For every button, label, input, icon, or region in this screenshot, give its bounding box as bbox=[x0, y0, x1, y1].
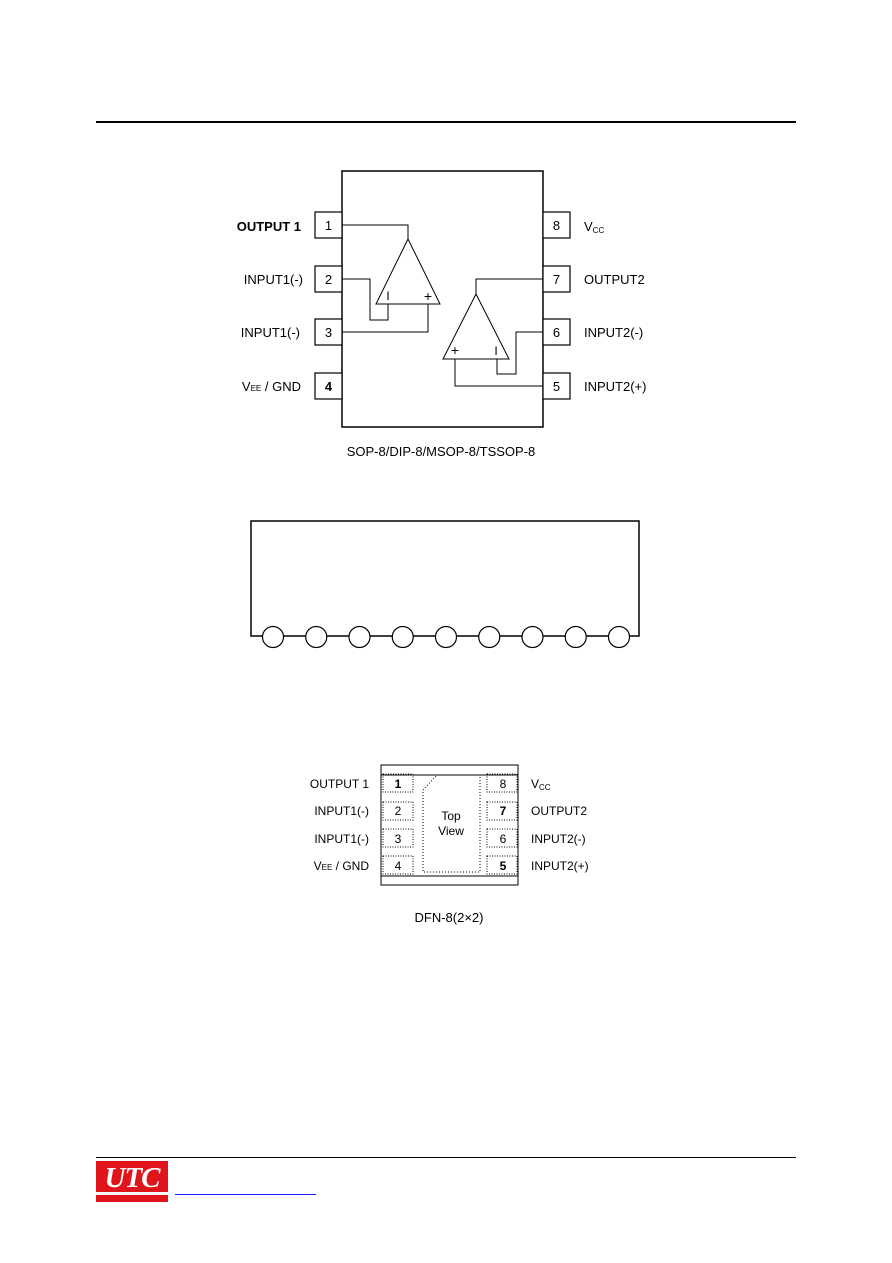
dfn-top-label: Top bbox=[441, 809, 461, 823]
sop-left-pins bbox=[237, 212, 342, 399]
dfn-pin-label-2: INPUT1(-) bbox=[314, 804, 369, 818]
sop-pin-label-7: OUTPUT2 bbox=[584, 272, 645, 287]
sop-pin-label-4: VEE / GND bbox=[241, 379, 301, 394]
dfn-pin-num-4: 4 bbox=[394, 859, 402, 873]
dfn-pin-label-8: VCC bbox=[531, 777, 551, 792]
sop-pin-label-3: INPUT1(-) bbox=[240, 325, 300, 340]
sip-package bbox=[251, 521, 639, 648]
sip-pin-2 bbox=[306, 627, 327, 648]
sop-pin-num-7: 7 bbox=[552, 272, 561, 287]
opamp-2-minus-symbol: I bbox=[494, 344, 498, 358]
sop-pin-label-5: INPUT2(+) bbox=[584, 379, 647, 394]
sip-pin-7 bbox=[522, 627, 543, 648]
sop-pin-label-2: INPUT1(-) bbox=[243, 272, 303, 287]
dfn-pin-num-1: 1 bbox=[394, 777, 402, 791]
sop-pin-num-1: 1 bbox=[324, 218, 333, 233]
footer-rule bbox=[96, 1157, 796, 1158]
opamp-2-plus-symbol: + bbox=[450, 342, 460, 358]
sop-pin-num-3: 3 bbox=[324, 325, 333, 340]
dfn-pin-label-1: OUTPUT 1 bbox=[309, 777, 369, 791]
sip-pin-5 bbox=[436, 627, 457, 648]
logo-text: UTC bbox=[104, 1162, 160, 1194]
website-link-underline[interactable] bbox=[175, 1194, 316, 1195]
dfn-pin-label-6: INPUT2(-) bbox=[531, 832, 586, 846]
dfn-pin-num-8: 8 bbox=[499, 777, 507, 791]
sip-pin-6 bbox=[479, 627, 500, 648]
utc-logo bbox=[96, 1161, 168, 1202]
dfn-pin-label-3: INPUT1(-) bbox=[314, 832, 369, 846]
dfn-pin-num-3: 3 bbox=[394, 832, 402, 846]
sop-caption: SOP-8/DIP-8/MSOP-8/TSSOP-8 bbox=[346, 444, 536, 459]
dfn-caption: DFN-8(2×2) bbox=[414, 910, 484, 925]
sip-pins bbox=[263, 627, 630, 648]
dfn-pin-label-7: OUTPUT2 bbox=[531, 804, 588, 818]
sip-pin-9 bbox=[609, 627, 630, 648]
dfn-pin-num-7: 7 bbox=[499, 804, 507, 818]
sop-pin-num-2: 2 bbox=[324, 272, 333, 287]
dfn-pin-num-6: 6 bbox=[499, 832, 507, 846]
sip-body bbox=[251, 521, 639, 636]
sop-pin-label-8: VCC bbox=[584, 219, 605, 235]
dfn-pin-label-4: VEE / GND bbox=[313, 859, 369, 873]
sop-package bbox=[237, 171, 647, 459]
sop-pin-num-6: 6 bbox=[552, 325, 561, 340]
sop-pin-num-8: 8 bbox=[552, 218, 561, 233]
dfn-pin-num-2: 2 bbox=[394, 804, 402, 818]
sop-pin-num-5: 5 bbox=[552, 379, 561, 394]
sop-pin-label-1: OUTPUT 1 bbox=[236, 219, 301, 234]
opamp-1-plus-symbol: + bbox=[423, 288, 433, 304]
dfn-pin-label-5: INPUT2(+) bbox=[531, 859, 589, 873]
sip-pin-1 bbox=[263, 627, 284, 648]
sop-right-pins bbox=[543, 212, 646, 399]
sop-body bbox=[342, 171, 543, 427]
dfn-package bbox=[310, 765, 589, 925]
dfn-pin-num-5: 5 bbox=[499, 859, 507, 873]
sop-pin-label-6: INPUT2(-) bbox=[584, 325, 644, 340]
sop-pin-num-4: 4 bbox=[324, 379, 333, 394]
sip-pin-8 bbox=[565, 627, 586, 648]
dfn-view-label: View bbox=[438, 824, 464, 838]
opamp-1-minus-symbol: I bbox=[386, 289, 390, 303]
sip-pin-3 bbox=[349, 627, 370, 648]
sip-pin-4 bbox=[392, 627, 413, 648]
